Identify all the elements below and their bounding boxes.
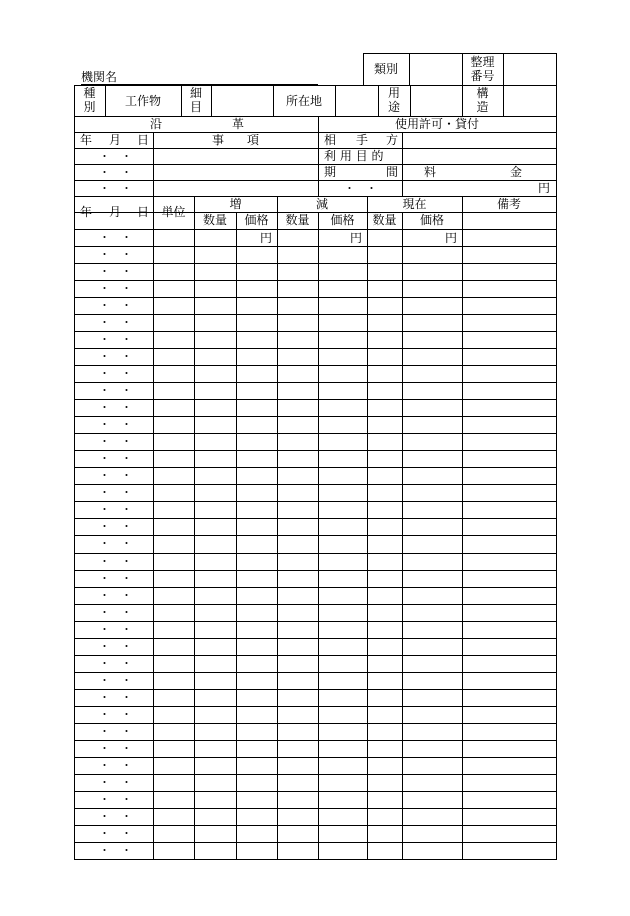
history-title-1: 沿 xyxy=(150,117,163,131)
ledger-row-line xyxy=(74,433,557,434)
history-date-1: ・ ・ xyxy=(99,150,132,163)
ledger-row-date: ・ ・ xyxy=(99,793,132,806)
decrease-yen-unit: 円 xyxy=(349,231,362,245)
ledger-row-date: ・ ・ xyxy=(99,316,132,329)
ledger-row-date: ・ ・ xyxy=(99,708,132,721)
increase-qty-label: 数量 xyxy=(202,213,227,227)
ledger-year-label: 年 xyxy=(80,205,93,219)
current-price-label: 価格 xyxy=(419,213,444,227)
ledger-row-date: ・ ・ xyxy=(99,401,132,414)
ledger-row-date: ・ ・ xyxy=(99,640,132,653)
ledger-row-date: ・ ・ xyxy=(99,452,132,465)
ledger-row-date: ・ ・ xyxy=(99,520,132,533)
ledger-row-line xyxy=(74,501,557,502)
ledger-row-line xyxy=(74,604,557,605)
ledger-row-date: ・ ・ xyxy=(99,572,132,585)
ledger-row-line xyxy=(74,399,557,400)
ledger-row-date: ・ ・ xyxy=(99,282,132,295)
ledger-row-date: ・ ・ xyxy=(99,776,132,789)
detail-label-1: 細 xyxy=(189,86,202,100)
increase-yen-unit: 円 xyxy=(259,231,272,245)
ledger-row-line xyxy=(74,774,557,775)
ledger-row-line xyxy=(74,689,557,690)
usage-label-1: 用 xyxy=(387,86,400,100)
ledger-row-date: ・ ・ xyxy=(99,827,132,840)
ledger-row-line xyxy=(74,638,557,639)
history-matter-label-1: 事 xyxy=(212,133,225,147)
construct-label-2: 造 xyxy=(476,100,489,114)
ledger-current-label: 現在 xyxy=(402,197,427,211)
ledger-row-date: ・ ・ xyxy=(99,759,132,772)
ledger-row-line xyxy=(74,535,557,536)
ledger-row-date: ・ ・ xyxy=(99,418,132,431)
ledger-row-line xyxy=(74,672,557,673)
ledger-row-line xyxy=(74,621,557,622)
ledger-row-date: ・ ・ xyxy=(99,367,132,380)
counterparty-label-3: 方 xyxy=(386,133,399,147)
reg-no-label-2: 番号 xyxy=(470,69,495,83)
history-title-2: 革 xyxy=(232,117,245,131)
ledger-unit-label: 単位 xyxy=(161,205,186,219)
history-month-label: 月 xyxy=(109,133,122,147)
period-label-1: 期 xyxy=(324,165,337,179)
ledger-row-date: ・ ・ xyxy=(99,623,132,636)
ledger-row-line xyxy=(74,723,557,724)
detail-label-2: 目 xyxy=(189,100,202,114)
decrease-qty-label: 数量 xyxy=(285,213,310,227)
purpose-label: 利 用 目 的 xyxy=(324,149,384,163)
period-label-2: 間 xyxy=(386,165,399,179)
ledger-day-label: 日 xyxy=(137,205,150,219)
ledger-row-date: ・ ・ xyxy=(99,674,132,687)
ledger-row-line xyxy=(74,365,557,366)
ledger-row-date: ・ ・ xyxy=(99,725,132,738)
kind-label-1: 種 xyxy=(83,86,96,100)
ledger-row-line xyxy=(74,314,557,315)
kind-label-2: 別 xyxy=(83,100,96,114)
ledger-row-date: ・ ・ xyxy=(99,691,132,704)
permit-title: 使用許可・貸付 xyxy=(394,117,479,131)
history-date-3: ・ ・ xyxy=(99,182,132,195)
counterparty-label-2: 手 xyxy=(356,133,369,147)
fee-label-2: 金 xyxy=(510,165,523,179)
ledger-row-line xyxy=(74,587,557,588)
ledger-month-label: 月 xyxy=(109,205,122,219)
agency-label: 機関名 xyxy=(81,70,118,84)
location-label: 所在地 xyxy=(285,94,322,108)
category-label: 類別 xyxy=(373,62,398,76)
ledger-row-line xyxy=(74,450,557,451)
ledger-row-line xyxy=(74,331,557,332)
history-day-label: 日 xyxy=(137,133,150,147)
ledger-row-line xyxy=(74,808,557,809)
counterparty-label-1: 相 xyxy=(324,133,337,147)
ledger-row-date: ・ ・ xyxy=(99,589,132,602)
ledger-row-line xyxy=(74,348,557,349)
ledger-row-date: ・ ・ xyxy=(99,657,132,670)
ledger-row-date: ・ ・ xyxy=(99,265,132,278)
category-field[interactable] xyxy=(410,54,462,85)
decrease-price-label: 価格 xyxy=(330,213,355,227)
period-dates: ・ ・ xyxy=(344,182,377,195)
ledger-row-line xyxy=(74,757,557,758)
ledger-row-line xyxy=(74,297,557,298)
ledger-row-line xyxy=(74,706,557,707)
ledger-row-date: ・ ・ xyxy=(99,537,132,550)
ledger-row-date: ・ ・ xyxy=(99,503,132,516)
fee-label-1: 料 xyxy=(424,165,437,179)
ledger-row-date: ・ ・ xyxy=(99,486,132,499)
ledger-row-date: ・ ・ xyxy=(99,299,132,312)
ledger-row-date: ・ ・ xyxy=(99,333,132,346)
ledger-row-date: ・ ・ xyxy=(99,742,132,755)
ledger-row-date: ・ ・ xyxy=(99,231,132,244)
ledger-row-line xyxy=(74,740,557,741)
ledger-increase-label: 増 xyxy=(229,197,242,211)
structure-type-label: 工作物 xyxy=(124,94,161,108)
ledger-row-line xyxy=(74,484,557,485)
ledger-row-line xyxy=(74,382,557,383)
reg-no-label-1: 整理 xyxy=(470,55,495,69)
ledger-row-date: ・ ・ xyxy=(99,435,132,448)
ledger-row-date: ・ ・ xyxy=(99,469,132,482)
ledger-row-line xyxy=(74,842,557,843)
reg-no-field[interactable] xyxy=(504,54,556,85)
ledger-row-line xyxy=(74,518,557,519)
history-matter-label-2: 項 xyxy=(247,133,260,147)
ledger-remarks-label: 備考 xyxy=(496,197,521,211)
history-year-label: 年 xyxy=(80,133,93,147)
ledger-row-line xyxy=(74,791,557,792)
increase-price-label: 価格 xyxy=(244,213,269,227)
ledger-row-line xyxy=(74,467,557,468)
ledger-row-date: ・ ・ xyxy=(99,844,132,857)
ledger-row-date: ・ ・ xyxy=(99,810,132,823)
current-yen-unit: 円 xyxy=(444,231,457,245)
ledger-row-date: ・ ・ xyxy=(99,555,132,568)
ledger-decrease-label: 減 xyxy=(315,197,328,211)
construct-label-1: 構 xyxy=(476,86,489,100)
ledger-row-date: ・ ・ xyxy=(99,384,132,397)
ledger-row-line xyxy=(74,246,557,247)
ledger-row-date: ・ ・ xyxy=(99,248,132,261)
usage-label-2: 途 xyxy=(387,100,400,114)
ledger-row-line xyxy=(74,655,557,656)
ledger-row-line xyxy=(74,263,557,264)
current-qty-label: 数量 xyxy=(372,213,397,227)
history-date-2: ・ ・ xyxy=(99,166,132,179)
ledger-row-date: ・ ・ xyxy=(99,606,132,619)
ledger-row-line xyxy=(74,825,557,826)
ledger-row-date: ・ ・ xyxy=(99,350,132,363)
ledger-row-line xyxy=(74,570,557,571)
fee-yen-unit: 円 xyxy=(537,181,550,195)
ledger-row-line xyxy=(74,416,557,417)
ledger-row-line xyxy=(74,553,557,554)
ledger-row-line xyxy=(74,280,557,281)
